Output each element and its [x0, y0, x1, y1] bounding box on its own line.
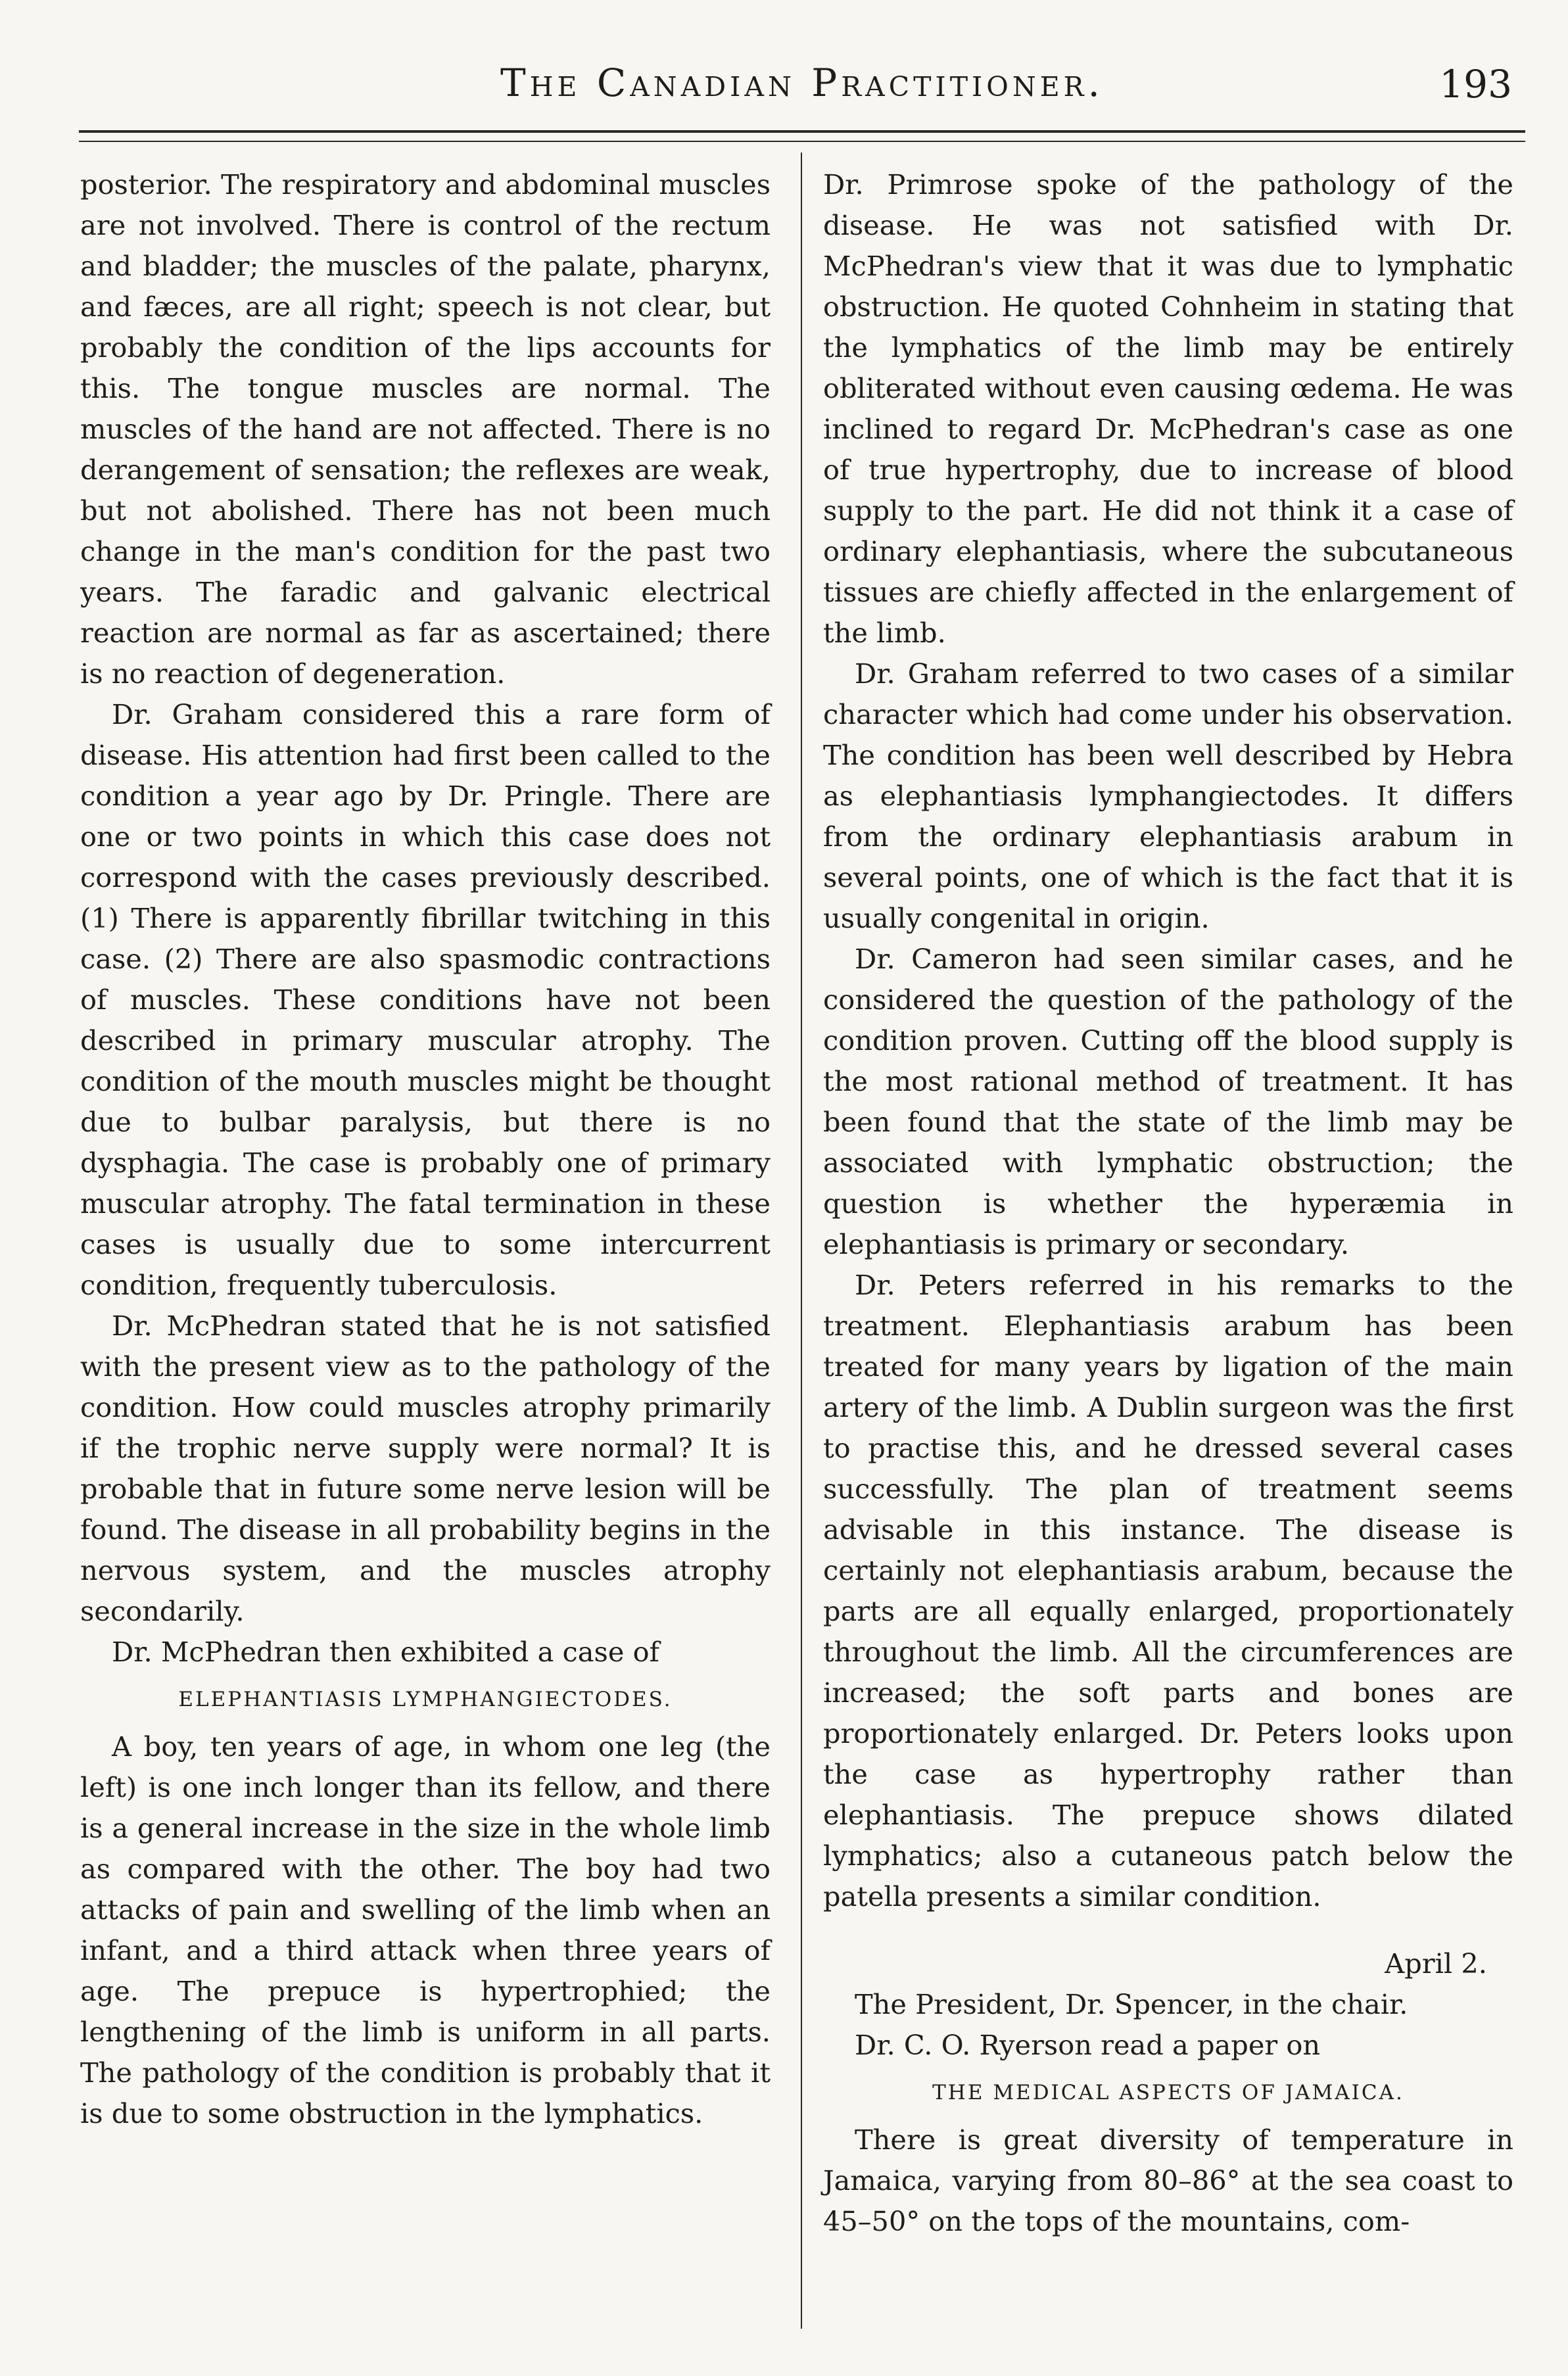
paragraph: The President, Dr. Spencer, in the chair. — [855, 1988, 1408, 2020]
paragraph: Dr. Graham referred to two cases of a similar character which had come under his observation. The condition has been well described by Hebra as elephantiasis lymphangiectodes. It differs from the ordinary elephantiasis arabum in several points, one of which is the fact that it is usually congenital in origin. — [823, 657, 1513, 934]
paragraph: Dr. McPhedran stated that he is not satisfied with the present view as to the pathology of the condition. How could muscles atrophy primarily if the trophic nerve supply were normal? It is probable that in future some nerve lesion will be found. The disease in all probability begins in the nervous system, and the muscles atrophy secondarily. — [80, 1310, 771, 1627]
running-title: The Canadian Practitioner. — [500, 60, 1104, 105]
section-heading: ELEPHANTIASIS LYMPHANGIECTODES. — [178, 1688, 673, 1711]
paragraph: Dr. McPhedran then exhibited a case of — [112, 1636, 659, 1668]
header-rule-thin — [79, 141, 1525, 142]
paragraph: Dr. Graham considered this a rare form of disease. His attention had first been called to the condition a year ago by Dr. Pringle. There are one or two points in which this case does not correspond with the cases previously described. (1) There is apparently fibrillar twitching in this case. (2) There are also spasmodic contractions of muscles. These conditions have not been described in primary muscular atrophy. The condition of the mouth muscles might be thought due to bulbar paralysis, but there is no dysphagia. The case is probably one of primary muscular atrophy. The fatal termination in these cases is usually due to some intercurrent condition, frequently tuberculosis. — [80, 698, 771, 1301]
paragraph: Dr. Primrose spoke of the pathology of the disease. He was not satisfied with Dr. McPhedran's view that it was due to lymphatic obstruction. He quoted Cohnheim in stating that the lymphatics of the limb may be entirely obliterated without even causing œdema. He was inclined to regard Dr. McPhedran's case as one of true hypertrophy, due to increase of blood supply to the part. He did not think it a case of ordinary elephantiasis, where the subcutaneous tissues are chiefly affected in the enlargement of the limb. — [823, 168, 1513, 649]
paragraph: There is great diversity of temperature in Jamaica, varying from 80–86° at the sea coast to 45–50° on the tops of the mountains, com- — [823, 2124, 1513, 2237]
page-header — [79, 60, 1525, 120]
paragraph: posterior. The respiratory and abdominal muscles are not involved. There is control of the rectum and bladder; the muscles of the palate, pharynx, and fæces, are all right; speech is not clear, but probably the condition of the lips accounts for this. The tongue muscles are normal. The muscles of the hand are not affected. There is no derangement of sensation; the reflexes are weak, but not abolished. There has not been much change in the man's condition for the past two years. The faradic and galvanic electrical reaction are normal as far as ascertained; there is no reaction of degeneration. — [80, 168, 771, 690]
right-column — [823, 164, 1513, 2242]
meeting-date: April 2. — [1385, 1947, 1487, 1980]
header-rule-thick — [79, 130, 1525, 133]
page-number: 193 — [1439, 62, 1512, 107]
paragraph: A boy, ten years of age, in whom one leg (the left) is one inch longer than its fellow, and there is a general increase in the size in the whole limb as compared with the other. The boy had two attacks of pain and swelling of the limb when an infant, and a third attack when three years of age. The prepuce is hypertrophied; the lengthening of the limb is uniform in all parts. The pathology of the condition is probably that it is due to some obstruction in the lymphatics. — [80, 1730, 771, 2129]
column-divider — [801, 153, 802, 2329]
left-column — [80, 164, 771, 2134]
paragraph: Dr. Peters referred in his remarks to the treatment. Elephantiasis arabum has been treated for many years by ligation of the main artery of the limb. A Dublin surgeon was the first to practise this, and he dressed several cases successfully. The plan of treatment seems advisable in this instance. The disease is certainly not elephantiasis arabum, because the parts are all equally enlarged, proportionately throughout the limb. All the circumferences are increased; the soft parts and bones are proportionately enlarged. Dr. Peters looks upon the case as hypertrophy rather than elephantiasis. The prepuce shows dilated lymphatics; also a cutaneous patch below the patella presents a similar condition. — [823, 1269, 1513, 1913]
paragraph: Dr. Cameron had seen similar cases, and he considered the question of the pathology of the condition proven. Cutting off the blood supply is the most rational method of treatment. It has been found that the state of the limb may be associated with lymphatic obstruction; the question is whether the hyperæmia in elephantiasis is primary or secondary. — [823, 943, 1513, 1260]
paragraph: Dr. C. O. Ryerson read a paper on — [855, 2029, 1321, 2061]
section-heading: THE MEDICAL ASPECTS OF JAMAICA. — [932, 2081, 1404, 2104]
